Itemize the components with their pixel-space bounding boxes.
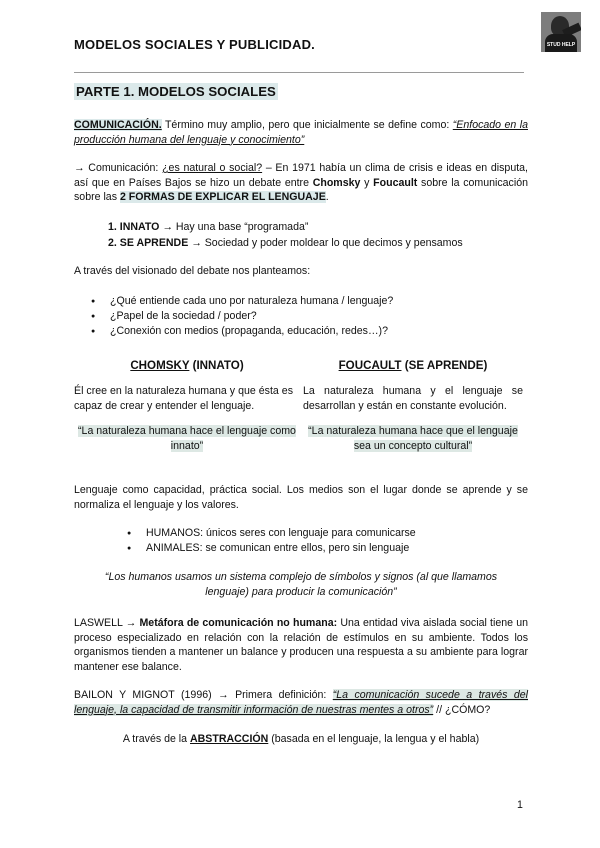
- comunicacion-label: COMUNICACIÓN.: [74, 119, 162, 131]
- paragraph-bailon: BAILON Y MIGNOT (1996) → Primera definición: “La comunicación sucede a través del lenguaje, la capacidad de transmitir información de nuestras mentes a otros” // ¿CÓMO?: [74, 689, 529, 716]
- list-item: ● HUMANOS: únicos seres con lenguaje para comunicarse: [127, 526, 416, 541]
- chomsky-quote: “La naturaleza humana hace el lenguaje como innato”: [78, 425, 296, 452]
- forma-item-innato: 1. INNATO → Hay una base “programada”: [108, 221, 309, 233]
- section-title: PARTE 1. MODELOS SOCIALES: [76, 84, 276, 99]
- list-item: ● ¿Qué entiende cada uno por naturaleza humana / lenguaje?: [91, 294, 393, 309]
- bailon-quote: “La comunicación sucede a través del lenguaje, la capacidad de transmitir información de nuestras mentes a otros”: [74, 689, 529, 716]
- beings-list: [127, 526, 416, 556]
- document-title: MODELOS SOCIALES Y PUBLICIDAD.: [74, 37, 315, 52]
- formas-highlight: 2 FORMAS DE EXPLICAR EL LENGUAJE: [119, 191, 326, 204]
- paragraph-debate: → Comunicación: ¿es natural o social? – En 1971 había un clima de crisis e ideas en disputa, así que en Países Bajos se hizo un debate entre Chomsky y Foucault sobre la comunicación sobre las 2 FORMAS DE EXPLICAR EL LENGUAJE.: [74, 162, 528, 204]
- studhelp-logo: STUD HELP: [541, 12, 581, 52]
- list-item: ● ANIMALES: se comunican entre ellos, pero sin lenguaje: [127, 541, 416, 556]
- debate-intro: A través del visionado del debate nos planteamos:: [74, 265, 311, 277]
- abstraccion-word: ABSTRACCIÓN: [190, 733, 269, 745]
- chomsky-heading: CHOMSKY (INNATO): [130, 359, 244, 372]
- abstraccion-line: A través de la ABSTRACCIÓN (basada en el lenguaje, la lengua y el habla): [122, 733, 480, 745]
- chomsky-text: Él cree en la naturaleza humana y que ésta es capaz de crear y entender el lenguaje.: [74, 385, 293, 412]
- foucault-quote: “La naturaleza humana hace que el lenguaje sea un concepto cultural”: [308, 425, 518, 452]
- page-number: 1: [517, 799, 523, 811]
- definition-quote: “Enfocado en la producción humana del lenguaje y conocimiento”: [74, 119, 528, 146]
- paragraph-comunicacion: COMUNICACIÓN. Término muy amplio, pero que inicialmente se define como: “Enfocado en la producción humana del lenguaje y conocimiento”: [74, 119, 528, 146]
- list-item: ● ¿Conexión con medios (propaganda, educación, redes…)?: [91, 324, 393, 339]
- paragraph-laswell: LASWELL → Metáfora de comunicación no humana: Una entidad viva aislada social tiene un proceso especializado en relación con la relación de estímulos en su ambiente. Todos los organismos tienden a mantener un balance y producen una respuesta a su ambiente para lograr mantener ese balance.: [74, 617, 528, 673]
- header-divider: [74, 72, 524, 73]
- formas-list: [108, 220, 463, 251]
- foucault-heading: FOUCAULT (SE APRENDE): [338, 359, 488, 372]
- natural-social-question: ¿es natural o social?: [162, 162, 263, 174]
- humans-quote: “Los humanos usamos un sistema complejo de símbolos y signos (al que llamamos lenguaje) para producir la comunicación”: [104, 571, 498, 598]
- forma-item-aprende: 2. SE APRENDE → Sociedad y poder moldear lo que decimos y pensamos: [108, 236, 463, 249]
- paragraph-lenguaje: Lenguaje como capacidad, práctica social. Los medios son el lugar donde se aprende y se normaliza el lenguaje y los valores.: [74, 484, 528, 511]
- questions-list: [91, 294, 393, 339]
- foucault-text: La naturaleza humana y el lenguaje se desarrollan y están en constante evolución.: [303, 385, 523, 412]
- list-item: ● ¿Papel de la sociedad / poder?: [91, 309, 393, 324]
